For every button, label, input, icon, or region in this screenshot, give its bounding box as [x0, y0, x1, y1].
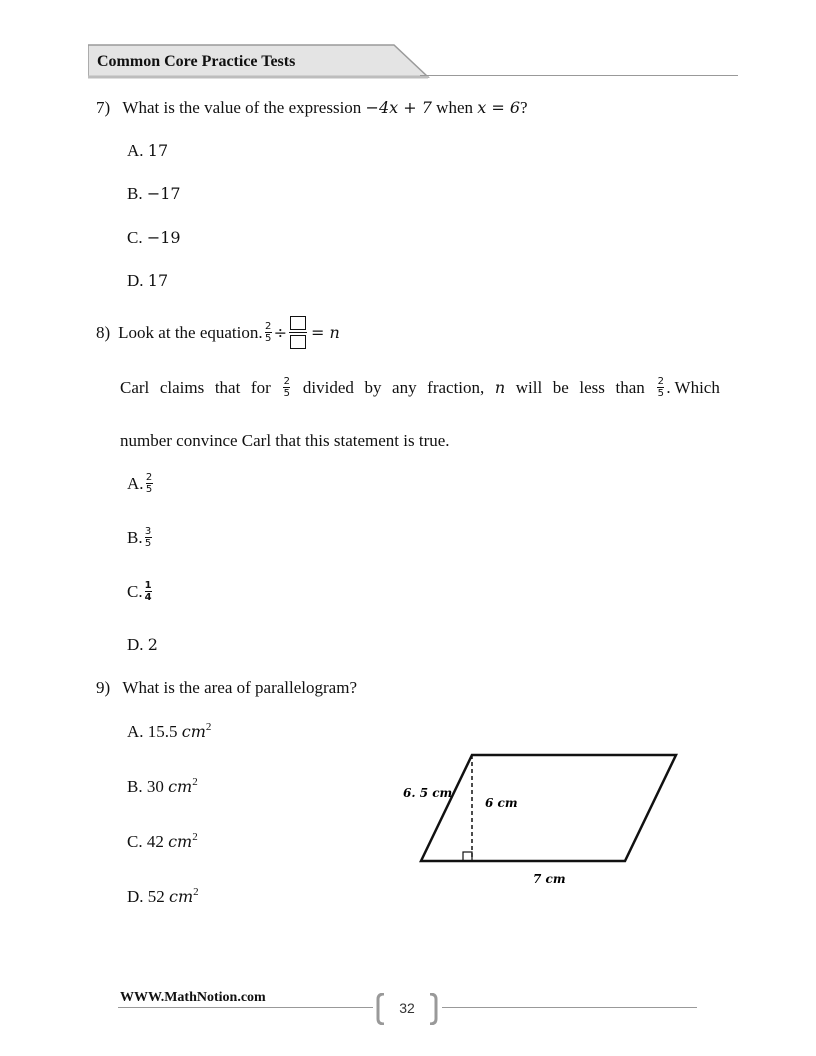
option-exponent: 2: [205, 721, 212, 733]
fraction-denominator: 5: [657, 388, 665, 399]
claim-ending: [655, 376, 720, 399]
claim-word: any: [392, 377, 417, 397]
question-number: 8): [96, 322, 111, 342]
option-fraction: [145, 526, 152, 549]
header-tab: [88, 44, 433, 85]
q7-option-b[interactable]: [127, 184, 181, 204]
option-letter: B.: [127, 777, 143, 796]
option-exponent: 2: [192, 776, 198, 788]
option-value: 2: [147, 635, 158, 654]
fraction-denominator: 4: [144, 592, 152, 603]
option-letter: A.: [127, 722, 144, 741]
option-value: 15.5: [147, 722, 178, 741]
option-fraction: [146, 472, 153, 495]
option-exponent: 2: [193, 886, 199, 898]
claim-fraction-2: [657, 376, 664, 399]
header-title: Common Core Practice Tests: [97, 53, 296, 70]
option-unit: cm: [181, 722, 206, 741]
option-value: 52: [147, 887, 165, 906]
claim-word: that: [214, 377, 241, 397]
option-letter: C.: [127, 228, 143, 247]
page-number-box: [376, 993, 438, 1025]
option-value: 17: [147, 271, 169, 290]
fraction-denominator: 5: [144, 538, 152, 549]
question-8-prompt: Look at the equation.: [118, 322, 263, 342]
q9-option-c[interactable]: [127, 831, 198, 852]
q8-option-d[interactable]: [127, 635, 158, 655]
option-value: −19: [146, 228, 181, 247]
claim-word: for: [250, 377, 271, 397]
option-letter: A.: [127, 141, 144, 160]
question-8-claim-line: [120, 376, 720, 399]
header-rule: [420, 75, 738, 76]
footer-rule-left: [118, 1007, 373, 1008]
q7-option-a[interactable]: [127, 141, 168, 161]
option-letter: C.: [127, 832, 143, 851]
parallelogram-figure: [395, 745, 695, 895]
option-unit: cm: [169, 887, 194, 906]
option-value: 17: [147, 141, 169, 160]
equation-rhs: = n: [311, 323, 340, 342]
option-letter: A.: [127, 473, 144, 493]
option-value: −17: [146, 184, 181, 203]
claim-word: Carl: [120, 377, 150, 397]
q8-option-b[interactable]: [127, 526, 154, 549]
claim-word: less: [579, 377, 605, 397]
divide-sign: ÷: [273, 323, 288, 342]
q8-option-c[interactable]: [127, 580, 154, 603]
blank-fraction: [289, 316, 307, 349]
height-label: 6 cm: [485, 796, 518, 810]
option-letter: D.: [127, 271, 144, 290]
question-9-prompt: What is the area of parallelogram?: [122, 678, 357, 697]
question-8: [96, 316, 340, 349]
question-number: 9): [96, 678, 111, 697]
claim-word: than: [615, 377, 645, 397]
question-7-text-after: ?: [520, 98, 528, 117]
claim-word: will: [515, 377, 543, 397]
option-value: 30: [146, 777, 164, 796]
page-number-brackets: [376, 993, 438, 1025]
parallelogram-shape: [421, 755, 676, 861]
q7-option-c[interactable]: [127, 228, 181, 248]
option-fraction: [145, 580, 152, 603]
q9-option-b[interactable]: [127, 776, 198, 797]
claim-tail: . Which: [666, 377, 720, 397]
question-7: [96, 98, 528, 118]
claim-word: be: [552, 377, 569, 397]
equation-fraction: [265, 321, 272, 344]
option-unit: cm: [168, 832, 193, 851]
option-letter: D.: [127, 635, 144, 654]
question-8-line-2: number convince Carl that this statement is true.: [120, 431, 450, 450]
footer-website: WWW.MathNotion.com: [120, 990, 266, 1005]
claim-word: claims: [159, 377, 205, 397]
footer-rule-right: [442, 1007, 697, 1008]
q9-option-a[interactable]: [127, 721, 211, 742]
claim-fraction: [283, 376, 290, 399]
option-letter: C.: [127, 581, 143, 601]
blank-numerator-box: [290, 316, 306, 330]
side-length-label: 6. 5 cm: [403, 786, 453, 800]
fraction-denominator: 5: [283, 388, 290, 399]
question-7-expression: −4x + 7: [365, 98, 432, 117]
claim-word: by: [364, 377, 382, 397]
fraction-denominator: 5: [145, 484, 153, 495]
q7-option-d[interactable]: [127, 271, 168, 291]
right-angle-marker: [463, 852, 472, 861]
question-7-condition: x = 6: [477, 98, 521, 117]
option-letter: D.: [127, 887, 144, 906]
q8-option-a[interactable]: [127, 472, 155, 495]
base-label: 7 cm: [533, 872, 566, 886]
claim-variable: n: [494, 378, 506, 397]
page-number: 32: [399, 1000, 415, 1016]
fraction-numerator: 2: [264, 321, 272, 332]
fraction-denominator: 5: [264, 333, 272, 344]
claim-word: fraction,: [427, 377, 485, 397]
option-exponent: 2: [192, 831, 198, 843]
question-7-text-mid: when: [431, 98, 478, 117]
blank-denominator-box: [290, 335, 306, 349]
fraction-numerator: 2: [145, 472, 153, 483]
option-unit: cm: [168, 777, 193, 796]
option-letter: B.: [127, 527, 143, 547]
fraction-numerator: 1: [144, 580, 152, 591]
q9-option-d[interactable]: [127, 886, 199, 907]
fraction-numerator: 2: [283, 376, 290, 387]
question-number: 7): [96, 98, 111, 117]
claim-word: divided: [302, 377, 354, 397]
option-value: 42: [146, 832, 164, 851]
fraction-numerator: 3: [144, 526, 152, 537]
question-7-text-before: What is the value of the expression: [122, 98, 366, 117]
fraction-bar: [289, 332, 307, 333]
option-letter: B.: [127, 184, 143, 203]
question-9: [96, 678, 357, 698]
fraction-numerator: 2: [657, 376, 665, 387]
